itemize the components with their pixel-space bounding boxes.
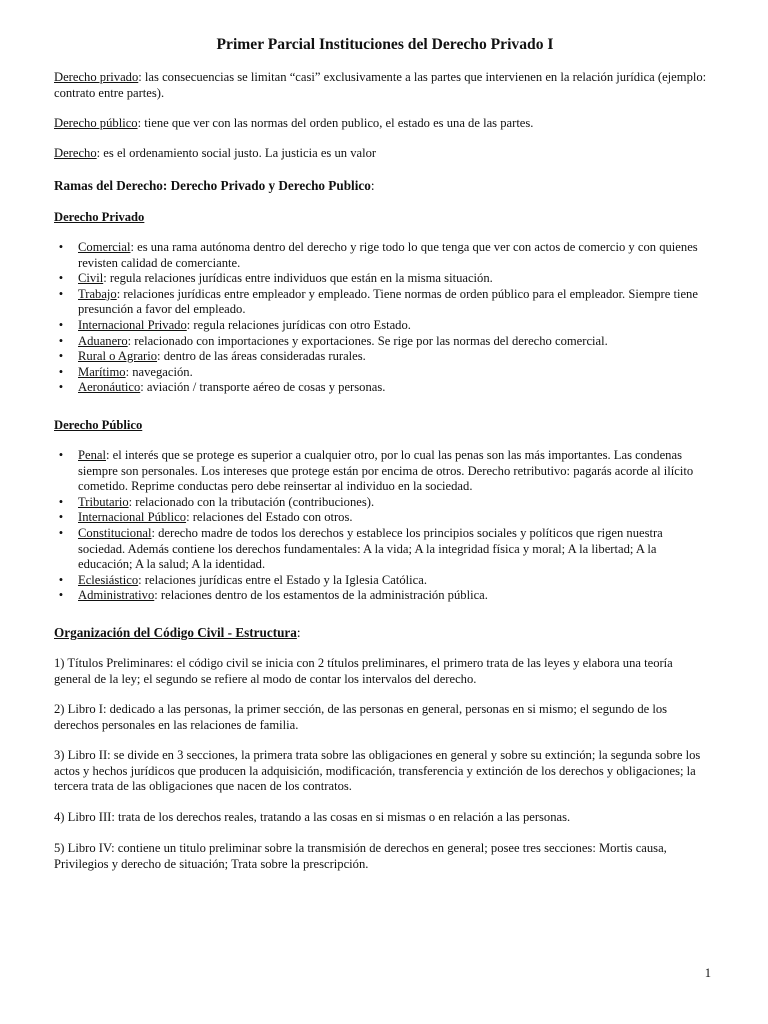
list-item-term: Tributario: [78, 494, 129, 509]
bullet-icon: •: [58, 494, 64, 509]
bullet-icon: •: [58, 240, 64, 254]
definition-term: Derecho privado: [54, 70, 139, 84]
bullet-icon: •: [58, 588, 64, 603]
ramas-heading-suffix: :: [370, 178, 375, 193]
bullet-icon: •: [58, 271, 64, 286]
bullet-icon: •: [58, 525, 64, 540]
list-item-text: : dentro de las áreas consideradas rurales.: [157, 349, 366, 364]
list-item-text: : regula relaciones jurídicas con otro Estado.: [186, 317, 411, 332]
definition-derecho: [54, 146, 710, 162]
ramas-heading-text: Ramas del Derecho: Derecho Privado y Derecho Publico: [54, 178, 371, 193]
bullet-icon: •: [58, 349, 64, 364]
list-item-term: Internacional Privado: [78, 317, 187, 332]
list-item: [54, 495, 710, 511]
codigo-paragraph-5: 5) Libro IV: contiene un titulo preliminar sobre la transmisión de derechos en general; posee tres secciones: Mortis causa, Privilegios y derecho de situación; Trata sobre la prescripción.: [54, 841, 667, 871]
list-item-text: : regula relaciones jurídicas entre individuos que están en la misma situación.: [103, 271, 493, 286]
codigo-civil-heading: [54, 625, 710, 641]
page-number: 1: [704, 966, 711, 980]
list-item: [54, 573, 710, 589]
list-item: [54, 349, 710, 365]
list-item-term: Marítimo: [78, 364, 126, 379]
list-item-term: Administrativo: [78, 588, 155, 603]
derecho-publico-heading: Derecho Público: [54, 418, 143, 432]
list-item-text: : es una rama autónoma dentro del derecho y rige todo lo que tenga que ver con actos de comercio y con quienes revisten calidad de comerciante.: [78, 240, 698, 270]
bullet-icon: •: [58, 317, 64, 332]
list-item-term: Civil: [78, 271, 104, 286]
definition-text: : es el ordenamiento social justo. La justicia es un valor: [96, 146, 377, 160]
list-item: [54, 380, 710, 396]
list-item: [54, 510, 710, 526]
list-item: [54, 318, 710, 334]
bullet-icon: •: [58, 572, 64, 587]
list-item-term: Internacional Público: [78, 510, 187, 525]
codigo-paragraph-2: 2) Libro I: dedicado a las personas, la primer sección, de las personas en general, personas en si mismo; el segundo de los derechos personales en las relaciones de familia.: [54, 702, 668, 732]
list-item: [54, 365, 710, 381]
list-item-text: : relaciones del Estado con otros.: [186, 510, 353, 525]
list-item: [54, 448, 710, 495]
list-item: [54, 334, 710, 350]
bullet-icon: •: [58, 333, 64, 348]
list-item-term: Penal: [78, 448, 106, 462]
list-item: [54, 287, 710, 318]
list-item-term: Rural o Agrario: [78, 349, 158, 364]
list-item-term: Trabajo: [78, 286, 117, 301]
list-item-text: : relaciones jurídicas entre el Estado y la Iglesia Católica.: [138, 572, 428, 587]
list-item-text: : relaciones jurídicas entre empleador y empleado. Tiene normas de orden público para el empleador. Siempre tiene presunción a favor del empleado.: [78, 286, 698, 317]
ramas-heading: [54, 178, 710, 194]
definition-term: Derecho público: [54, 116, 138, 130]
codigo-paragraph-1: 1) Títulos Preliminares: el código civil se inicia con 2 títulos preliminares, el primero trata de las leyes y elabora una teoría general de la ley; el segundo se refiere al modo de contar los intervalos del derecho.: [54, 656, 673, 686]
list-item-term: Eclesiástico: [78, 572, 139, 587]
codigo-paragraph-4: 4) Libro III: trata de los derechos reales, tratando a las cosas en si mismas o en relación a las personas.: [54, 810, 571, 824]
list-item-text: : el interés que se protege es superior a cualquier otro, por lo cual las penas son las más importantes. Las condenas siempre son personales. Los intereses que protege están por encima de otros. Derecho retributivo: pagarás acorde al ilícito cometido. Reprime conductas pero debe reinsertar al individuo en la sociedad.: [78, 448, 694, 494]
list-item: [54, 588, 710, 604]
list-item: [54, 526, 710, 573]
bullet-icon: •: [58, 448, 64, 462]
definition-term: Derecho: [54, 146, 97, 160]
list-item-text: : relacionado con importaciones y exportaciones. Se rige por las normas del derecho comercial.: [127, 333, 608, 348]
derecho-publico-list: [54, 448, 710, 604]
definition-text: : las consecuencias se limitan “casi” exclusivamente a las partes que intervienen en la relación jurídica (ejemplo: contrato entre partes).: [54, 70, 707, 100]
definition-derecho-publico: [54, 116, 710, 132]
definition-derecho-privado: [54, 70, 710, 101]
list-item-text: : navegación.: [125, 364, 193, 379]
list-item-text: : aviación / transporte aéreo de cosas y personas.: [140, 380, 386, 395]
list-item: [54, 271, 710, 287]
derecho-privado-heading: Derecho Privado: [54, 210, 145, 224]
list-item-term: Constitucional: [78, 525, 152, 540]
list-item-text: : relacionado con la tributación (contribuciones).: [128, 494, 375, 509]
document-title: Primer Parcial Instituciones del Derecho Privado I: [216, 36, 554, 53]
list-item-term: Comercial: [78, 240, 131, 254]
derecho-privado-list: [54, 240, 710, 396]
bullet-icon: •: [58, 364, 64, 379]
codigo-civil-heading-text: Organización del Código Civil - Estructura: [54, 625, 297, 640]
codigo-paragraph-3: 3) Libro II: se divide en 3 secciones, la primera trata sobre las obligaciones en general y sobre su extinción; la segunda sobre los actos y hechos jurídicos que producen la adquisición, modificación, transferencia y extinción de los derechos y obligaciones; la tercera trata de las obligaciones que nacen de los contratos.: [54, 748, 701, 794]
list-item-text: : relaciones dentro de los estamentos de la administración pública.: [154, 588, 488, 603]
list-item-term: Aeronáutico: [78, 380, 141, 395]
list-item-text: : derecho madre de todos los derechos y establece los principios sociales y políticos que rigen nuestra sociedad. Además contiene los derechos fundamentales: A la vida; A la integridad física y moral; A la libertad; A la educación; A la salud; A la identidad.: [78, 525, 663, 572]
codigo-civil-heading-suffix: :: [296, 625, 301, 640]
bullet-icon: •: [58, 380, 64, 395]
bullet-icon: •: [58, 286, 64, 301]
bullet-icon: •: [58, 510, 64, 525]
list-item: [54, 240, 710, 271]
list-item-term: Aduanero: [78, 333, 128, 348]
definition-text: : tiene que ver con las normas del orden publico, el estado es una de las partes.: [137, 116, 534, 130]
